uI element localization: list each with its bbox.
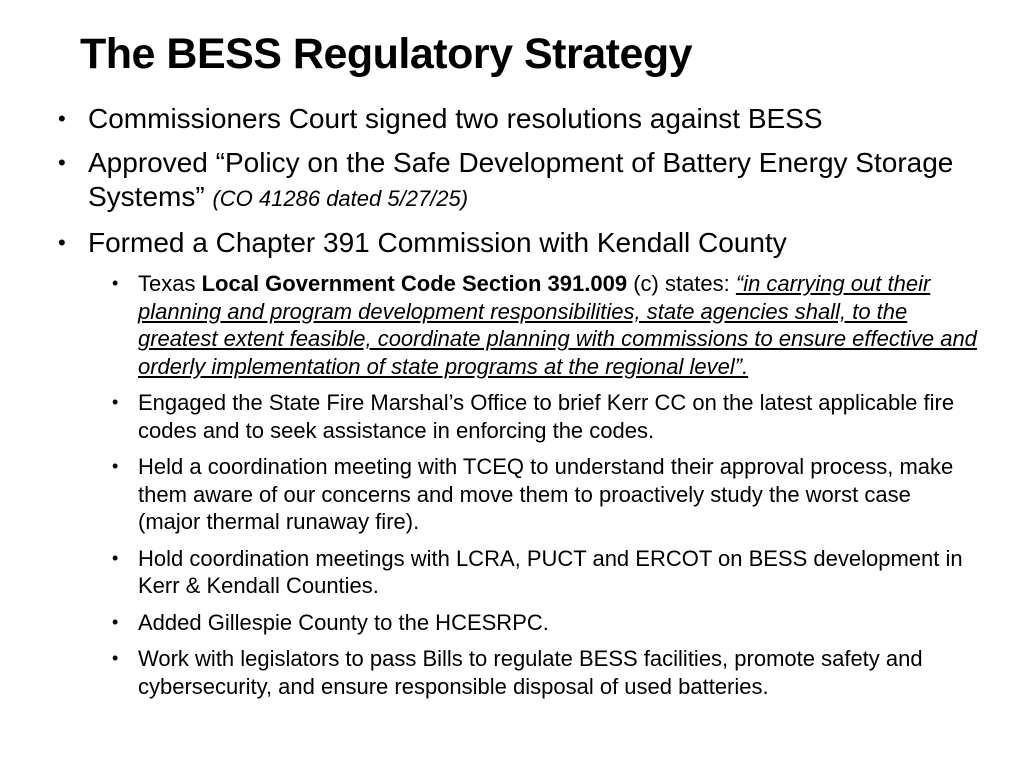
- bullet-text: Approved “Policy on the Safe Development of Battery Energy Storage Systems”: [88, 147, 954, 212]
- sub-bullet-text: Hold coordination meetings with LCRA, PUCT and ERCOT on BESS development in Kerr & Kendall Counties.: [138, 545, 963, 598]
- sub-bullet-icon: •: [112, 456, 119, 476]
- sub-bullet-code-name: Local Government Code Section 391.009: [201, 271, 628, 296]
- sub-bullet-legislators: [110, 645, 978, 700]
- bullet-item-resolutions: [58, 102, 978, 136]
- sub-bullet-fire-marshal: [110, 389, 978, 444]
- sub-bullet-tceq: [110, 453, 978, 536]
- sub-bullet-icon: •: [112, 392, 119, 412]
- slide-title: The BESS Regulatory Strategy: [80, 30, 693, 78]
- sub-bullet-text: Engaged the State Fire Marshal’s Office to brief Kerr CC on the latest applicable fire codes and to seek assistance in enforcing the codes.: [138, 390, 955, 443]
- sub-bullet-icon: •: [112, 648, 119, 668]
- bullet-text: Commissioners Court signed two resolutions against BESS: [88, 103, 823, 134]
- bullet-icon: •: [58, 230, 66, 255]
- sub-bullet-icon: •: [112, 547, 119, 568]
- sub-bullet-prefix: Texas: [138, 271, 202, 296]
- bullet-item-policy: [58, 146, 978, 216]
- sub-bullet-text: Added Gillespie County to the HCESRPC.: [138, 609, 549, 635]
- sub-bullet-icon: •: [112, 273, 119, 293]
- sub-bullet-middle: (c) states:: [627, 271, 736, 296]
- sub-bullet-lcra-puct-ercot: [110, 545, 978, 600]
- sub-bullet-list: [58, 270, 978, 700]
- sub-bullet-quote: “in carrying out their planning and program development responsibilities, state agencies shall, to the greatest extent feasible, coordinate planning with commissions to ensure effective and orderly implementation of state programs at the regional level”.: [138, 271, 977, 379]
- bullet-icon: •: [58, 150, 66, 175]
- sub-bullet-icon: •: [112, 611, 119, 632]
- sub-bullet-code-section: [110, 270, 978, 380]
- bullet-item-commission: [58, 226, 978, 260]
- sub-bullet-text: Held a coordination meeting with TCEQ to understand their approval process, make them aware of our concerns and move them to proactively study the worst case (major thermal runaway fire).: [138, 454, 954, 534]
- sub-bullet-gillespie: [110, 609, 978, 637]
- bullet-text: Formed a Chapter 391 Commission with Kendall County: [88, 227, 787, 258]
- sub-bullet-text: Work with legislators to pass Bills to regulate BESS facilities, promote safety and cybersecurity, and ensure responsible disposal of used batteries.: [138, 646, 923, 699]
- slide-content: [58, 102, 978, 709]
- bullet-icon: •: [58, 106, 66, 131]
- bullet-note: (CO 41286 dated 5/27/25): [212, 186, 469, 211]
